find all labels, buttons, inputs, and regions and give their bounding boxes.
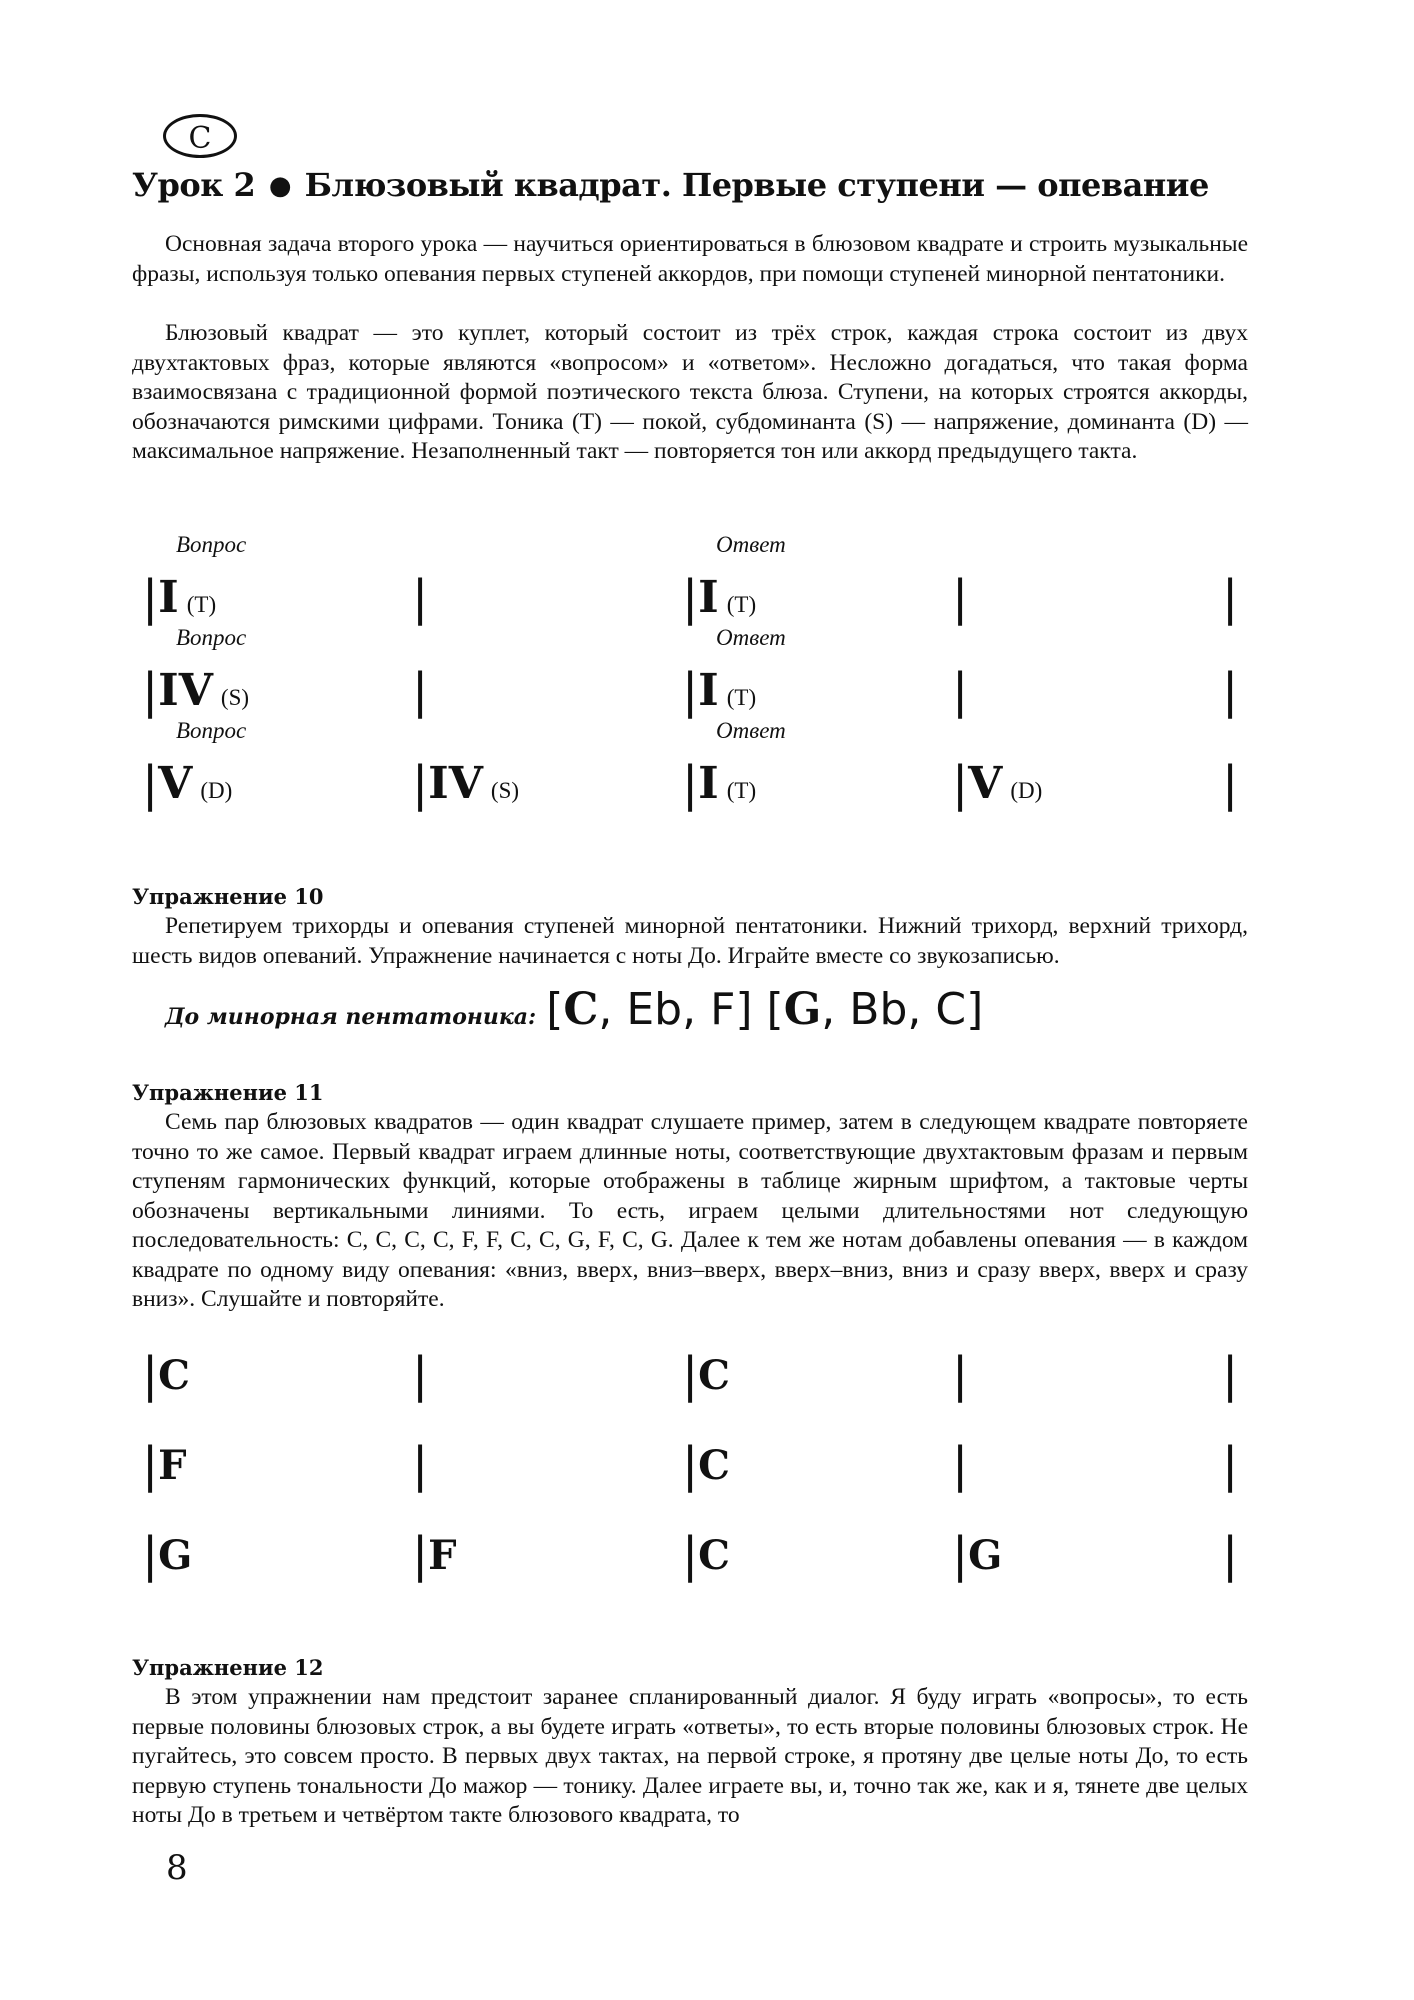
barline: | xyxy=(952,1437,969,1493)
note-cell xyxy=(142,1348,190,1401)
note-cell xyxy=(412,1438,428,1491)
note-name: C xyxy=(158,1352,191,1399)
function-label: (D) xyxy=(200,778,233,803)
trichord-notes: , Eb, F] xyxy=(598,984,753,1035)
exercise-10-title: Упражнение 10 xyxy=(132,884,324,909)
barline: | xyxy=(952,1347,969,1403)
barline: | xyxy=(142,1347,159,1403)
page-number: 8 xyxy=(166,1848,188,1888)
degree-numeral: I xyxy=(698,572,719,623)
barline: | xyxy=(142,663,159,719)
barline: | xyxy=(412,1437,429,1493)
barline: | xyxy=(1222,756,1239,812)
function-label: (D) xyxy=(1010,778,1043,803)
note-cell xyxy=(1222,1348,1238,1401)
note-name: F xyxy=(158,1442,187,1489)
degree-cell xyxy=(1222,756,1239,812)
answer-label: Ответ xyxy=(716,532,786,557)
barline: | xyxy=(682,1437,699,1493)
note-cell xyxy=(412,1528,457,1581)
function-label: (T) xyxy=(186,592,217,617)
bracket-open: [ xyxy=(546,984,564,1035)
note-cell xyxy=(142,1438,187,1491)
root-note: C xyxy=(563,984,599,1035)
degree-cell xyxy=(952,663,969,719)
barline: | xyxy=(412,570,429,626)
degree-cell xyxy=(142,571,216,630)
barline: | xyxy=(682,1347,699,1403)
barline: | xyxy=(142,1527,159,1583)
degree-cell xyxy=(412,570,429,626)
degree-numeral: I xyxy=(698,665,719,716)
lesson-badge: C xyxy=(163,114,237,158)
barline: | xyxy=(1222,1347,1239,1403)
barline: | xyxy=(142,1437,159,1493)
barline: | xyxy=(682,570,699,626)
degree-cell xyxy=(412,663,429,719)
pentatonic-line xyxy=(165,984,983,1035)
degree-cell xyxy=(1222,570,1239,626)
note-cell xyxy=(952,1438,968,1491)
note-cell xyxy=(682,1348,730,1401)
trichord-lower xyxy=(546,984,752,1035)
function-label: (S) xyxy=(220,685,250,710)
degree-numeral: I xyxy=(698,758,719,809)
bullet-icon: ● xyxy=(268,171,292,201)
degree-cell xyxy=(682,664,756,723)
barline: | xyxy=(1222,1527,1239,1583)
note-name: C xyxy=(698,1442,731,1489)
barline: | xyxy=(1222,570,1239,626)
note-cell xyxy=(682,1438,730,1491)
lesson-number: Урок 2 xyxy=(132,166,256,204)
answer-label: Ответ xyxy=(716,625,786,650)
barline: | xyxy=(142,570,159,626)
barline: | xyxy=(952,570,969,626)
barline: | xyxy=(952,756,969,812)
pentatonic-label: До минорная пентатоника: xyxy=(165,1004,537,1030)
barline: | xyxy=(412,756,429,812)
note-cell xyxy=(142,1528,192,1581)
exercise-11-title: Упражнение 11 xyxy=(132,1080,324,1105)
degree-cell xyxy=(412,757,519,816)
note-name: C xyxy=(698,1352,731,1399)
intro-paragraph-2: Блюзовый квадрат — это куплет, который состоит из трёх строк, каждая строка состоит из двух двухтактовых фраз, которые являются «вопросом» и «ответом». Несложно догадаться, что такая форма взаимосвязана с традиционной формой поэтического текста блюза. Ступени, на которых строятся аккорды, обозначаются римскими цифрами. Тоника (Т) — покой, субдоминанта (S) — напряжение, доминанта (D) — максимальное напряжение. Незаполненный такт — повторяется тон или аккорд предыдущего такта. xyxy=(132,320,1248,464)
exercise-11-text: Семь пар блюзовых квадратов — один квадрат слушаете пример, затем в следующем квадрате повторяете точно то же самое. Первый квадрат играем длинные ноты, соответствующие двухтактовым фразам и первым ступеням гармонических функций, которые отображены в таблице жирным шрифтом, а тактовые черты обозначены вертикальными линиями. То есть, играем целыми длительностями нот следующую последовательность: C, C, C, C, F, F, C, C, G, F, C, G. Далее к тем же нотам добавлены опевания — в каждом квадрате по одному виду опевания: «вниз, вверх, вниз–вверх, вверх–вниз, вниз и сразу вверх, вверх и сразу вниз». Слушайте и повторяйте. xyxy=(132,1109,1248,1312)
barline: | xyxy=(682,663,699,719)
degree-cell xyxy=(682,757,756,816)
note-cell xyxy=(952,1528,1002,1581)
answer-label: Ответ xyxy=(716,718,786,743)
degree-numeral: V xyxy=(968,758,1003,809)
question-label: Вопрос xyxy=(176,718,247,743)
question-label: Вопрос xyxy=(176,625,247,650)
bracket-open: [ xyxy=(752,984,784,1035)
function-label: (S) xyxy=(490,778,520,803)
function-label: (T) xyxy=(726,685,757,710)
degree-cell xyxy=(952,570,969,626)
degree-numeral: IV xyxy=(158,665,213,716)
degree-cell xyxy=(1222,663,1239,719)
root-note: G xyxy=(783,984,822,1035)
intro-paragraph-1: Основная задача второго урока — научиться ориентироваться в блюзовом квадрате и строить музыкальные фразы, используя только опевания первых ступеней аккордов, при помощи ступеней минорной пентатоники. xyxy=(132,231,1248,287)
note-cell xyxy=(1222,1528,1238,1581)
note-name: F xyxy=(428,1532,457,1579)
lesson-title xyxy=(132,166,1209,204)
degree-cell xyxy=(952,757,1042,816)
note-cell xyxy=(952,1348,968,1401)
barline: | xyxy=(952,663,969,719)
note-cell xyxy=(1222,1438,1238,1491)
barline: | xyxy=(682,756,699,812)
degree-cell xyxy=(142,664,249,723)
degree-numeral: IV xyxy=(428,758,483,809)
question-label: Вопрос xyxy=(176,532,247,557)
degree-numeral: V xyxy=(158,758,193,809)
exercise-12-text: В этом упражнении нам предстоит заранее спланированный диалог. Я буду играть «вопросы», то есть первые половины блюзовых строк, а вы будете играть «ответы», то есть вторые половины блюзовых строк. Не пугайтесь, это совсем просто. В первых двух тактах, на первой строке, я протяну две целые ноты До, то есть первую ступень тональности До мажор — тонику. Далее играете вы, и, точно так же, как и я, тянете две целых ноты До в третьем и четвёртом такте блюзового квадрата, то xyxy=(132,1684,1248,1828)
barline: | xyxy=(412,1527,429,1583)
function-label: (T) xyxy=(726,592,757,617)
trichord-upper xyxy=(753,984,984,1035)
function-label: (T) xyxy=(726,778,757,803)
barline: | xyxy=(952,1527,969,1583)
barline: | xyxy=(1222,663,1239,719)
barline: | xyxy=(412,1347,429,1403)
note-name: G xyxy=(968,1532,1003,1579)
barline: | xyxy=(412,663,429,719)
note-name: G xyxy=(158,1532,193,1579)
trichord-notes: , Bb, C] xyxy=(821,984,984,1035)
degree-numeral: I xyxy=(158,572,179,623)
degree-cell xyxy=(682,571,756,630)
lesson-subtitle: Блюзовый квадрат. Первые ступени — опевание xyxy=(304,166,1209,204)
note-name: C xyxy=(698,1532,731,1579)
barline: | xyxy=(682,1527,699,1583)
barline: | xyxy=(142,756,159,812)
exercise-12-title: Упражнение 12 xyxy=(132,1655,324,1680)
barline: | xyxy=(1222,1437,1239,1493)
note-cell xyxy=(682,1528,730,1581)
degree-cell xyxy=(142,757,232,816)
exercise-10-text: Репетируем трихорды и опевания ступеней минорной пентатоники. Нижний трихорд, верхний трихорд, шесть видов опеваний. Упражнение начинается с ноты До. Играйте вместе со звукозаписью. xyxy=(132,913,1248,969)
note-cell xyxy=(412,1348,428,1401)
